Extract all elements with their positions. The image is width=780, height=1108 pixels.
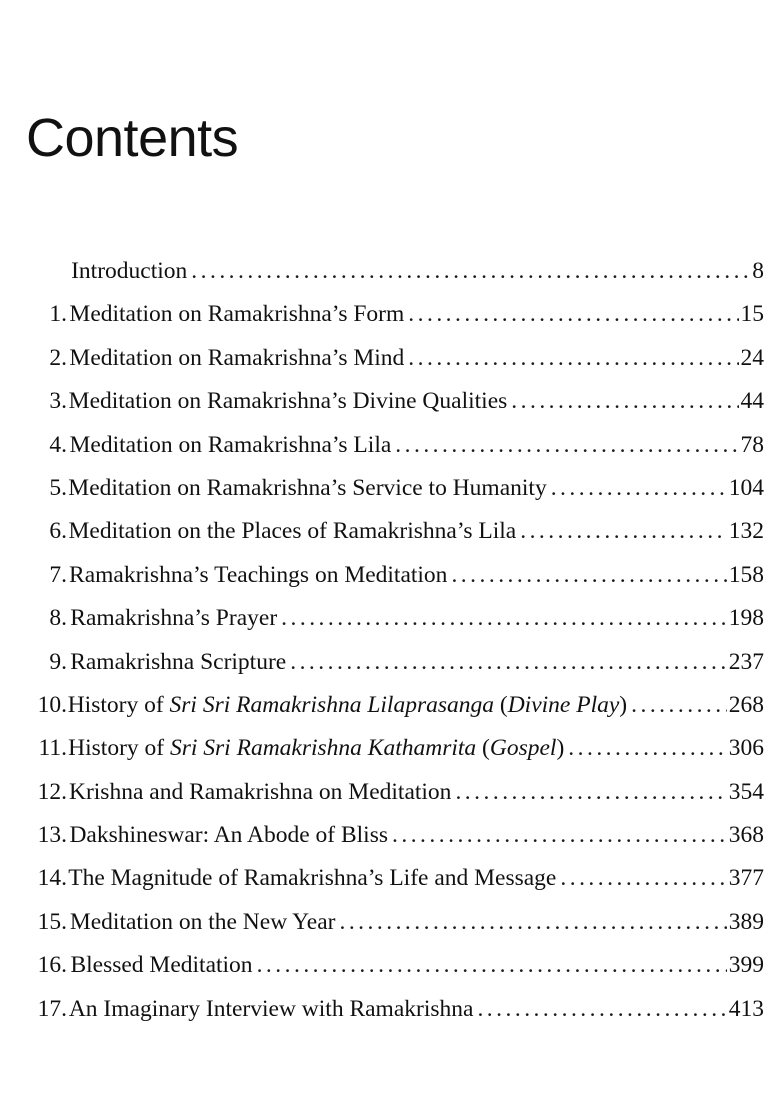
toc-entry-title xyxy=(69,293,404,336)
toc-entry-title-italic: Sri Sri Ramakrishna Lilaprasanga xyxy=(169,691,494,718)
toc-entry xyxy=(20,380,764,423)
toc-entry xyxy=(20,944,764,987)
toc-entry-number: 5. xyxy=(49,474,67,501)
toc-entry-title-part: Meditation on Ramakrishna’s Mind xyxy=(69,344,405,371)
toc-entry-title-italic: Gospel xyxy=(489,735,557,762)
toc-dot-leader xyxy=(408,337,738,380)
toc-entry-title-part: ( xyxy=(476,735,490,762)
toc-entry-title-part: Meditation on Ramakrishna’s Service to Humanity xyxy=(68,474,547,501)
toc-entry-page-number: 44 xyxy=(740,388,764,415)
toc-entry-title-part: The Magnitude of Ramakrishna’s Life and Message xyxy=(68,865,557,892)
toc-entry-number: 14. xyxy=(37,865,67,892)
toc-entry-page-number: 368 xyxy=(728,822,764,849)
toc-entry xyxy=(20,857,764,900)
toc-entry-number: 9. xyxy=(49,648,67,675)
toc-entry-number: 10. xyxy=(37,691,67,718)
toc-entry-title-italic: Sri Sri Ramakrishna Kathamrita xyxy=(169,735,477,762)
toc-entry-page-number: 237 xyxy=(728,648,764,675)
toc-entry xyxy=(20,510,764,553)
toc-entry-title-part: Ramakrishna Scripture xyxy=(70,648,287,675)
toc-entry-title xyxy=(70,597,277,640)
toc-entry xyxy=(20,467,764,510)
toc-entry-title xyxy=(69,337,404,380)
toc-entry-page-number: 389 xyxy=(728,908,764,935)
toc-entry-title-part: Introduction xyxy=(71,258,188,284)
toc-entry xyxy=(20,684,764,727)
toc-entry-page-number: 377 xyxy=(728,865,764,892)
toc-dot-leader xyxy=(520,510,727,553)
toc-entry xyxy=(20,293,764,336)
toc-entry-title xyxy=(69,554,447,597)
toc-entry-number: 17. xyxy=(37,995,67,1022)
toc-entry xyxy=(20,727,764,770)
toc-dot-leader xyxy=(392,814,727,857)
toc-dot-leader xyxy=(290,641,727,684)
toc-entry-number: 1. xyxy=(49,301,67,328)
toc-dot-leader xyxy=(339,901,726,944)
toc-dot-leader xyxy=(408,293,738,336)
table-of-contents xyxy=(20,250,764,1031)
toc-entry-number: 11. xyxy=(38,735,67,762)
toc-entry-title xyxy=(68,727,564,770)
toc-entry-title-part: History of xyxy=(67,691,170,718)
toc-entry-title xyxy=(69,988,474,1031)
toc-entry xyxy=(20,597,764,640)
toc-entry-page-number: 15 xyxy=(740,301,764,328)
toc-entry-title-part: ( xyxy=(494,691,508,718)
toc-entry-title xyxy=(70,641,286,684)
toc-entry-title-part: An Imaginary Interview with Ramakrishna xyxy=(68,995,474,1022)
toc-dot-leader xyxy=(281,597,727,640)
toc-entry-title-part: Meditation on Ramakrishna’s Divine Qualities xyxy=(68,388,508,415)
toc-entry-title xyxy=(69,814,388,857)
toc-entry-title xyxy=(69,510,517,553)
toc-entry-title xyxy=(70,424,392,467)
toc-entry-page-number: 354 xyxy=(728,778,764,805)
toc-entry-page-number: 8 xyxy=(752,258,764,284)
toc-entry-title-part: ) xyxy=(619,691,628,718)
toc-entry-number: 16. xyxy=(37,952,67,979)
toc-entry-title-part: Meditation on Ramakrishna’s Form xyxy=(69,301,405,328)
toc-entry-title-part: Meditation on the Places of Ramakrishna’s Lila xyxy=(68,518,517,545)
toc-entry-page-number: 268 xyxy=(728,691,764,718)
toc-entry-page-number: 104 xyxy=(728,474,764,501)
toc-entry xyxy=(20,814,764,857)
toc-entry-title-part: ) xyxy=(556,735,565,762)
toc-entry-title-part: Ramakrishna’s Prayer xyxy=(70,605,278,632)
toc-entry-number: 2. xyxy=(49,344,67,371)
toc-dot-leader xyxy=(568,727,726,770)
toc-dot-leader xyxy=(455,771,726,814)
toc-entry-page-number: 24 xyxy=(740,344,764,371)
toc-entry xyxy=(20,337,764,380)
toc-entry xyxy=(20,771,764,814)
toc-dot-leader xyxy=(551,467,727,510)
toc-dot-leader xyxy=(477,988,726,1031)
toc-entry-title-part: Meditation on Ramakrishna’s Lila xyxy=(69,431,392,458)
toc-dot-leader xyxy=(511,380,738,423)
toc-entry-number: 7. xyxy=(49,561,67,588)
toc-dot-leader xyxy=(395,424,738,467)
toc-entry-page-number: 413 xyxy=(728,995,764,1022)
toc-entry-title xyxy=(68,684,627,727)
toc-entry-title-part: Krishna and Ramakrishna on Meditation xyxy=(68,778,452,805)
toc-entry-page-number: 306 xyxy=(728,735,764,762)
toc-entry xyxy=(20,988,764,1031)
toc-entry-title xyxy=(71,250,187,293)
toc-entry-page-number: 198 xyxy=(728,605,764,632)
page-title: Contents xyxy=(26,108,239,168)
toc-entry-title-part: Meditation on the New Year xyxy=(69,908,336,935)
toc-entry-title xyxy=(69,771,451,814)
toc-entry-page-number: 158 xyxy=(728,561,764,588)
toc-entry-number: 12. xyxy=(37,778,67,805)
toc-entry-number: 13. xyxy=(37,822,67,849)
toc-dot-leader xyxy=(451,554,726,597)
toc-entry-title xyxy=(70,901,336,944)
toc-entry-title-part: Blessed Meditation xyxy=(70,952,253,979)
toc-entry-title-italic: Divine Play xyxy=(507,691,620,718)
toc-entry-title xyxy=(69,380,508,423)
toc-entry xyxy=(20,250,764,293)
toc-entry-title xyxy=(68,467,546,510)
toc-entry-number: 6. xyxy=(49,518,67,545)
toc-dot-leader xyxy=(631,684,727,727)
toc-entry-title-part: History of xyxy=(68,735,170,762)
toc-entry xyxy=(20,641,764,684)
toc-entry-number: 15. xyxy=(37,908,67,935)
toc-dot-leader xyxy=(257,944,727,987)
toc-entry-page-number: 78 xyxy=(740,431,764,458)
toc-dot-leader xyxy=(560,857,726,900)
toc-entry-number: 3. xyxy=(49,388,67,415)
toc-entry xyxy=(20,424,764,467)
toc-entry-title-part: Ramakrishna’s Teachings on Meditation xyxy=(69,561,448,588)
toc-entry-title xyxy=(68,857,556,900)
toc-entry xyxy=(20,554,764,597)
toc-dot-leader xyxy=(191,250,750,293)
toc-entry-page-number: 132 xyxy=(728,518,764,545)
toc-entry-number: 8. xyxy=(49,605,67,632)
toc-entry xyxy=(20,901,764,944)
toc-entry-page-number: 399 xyxy=(728,952,764,979)
toc-entry-title-part: Dakshineswar: An Abode of Bliss xyxy=(69,822,388,849)
toc-entry-title xyxy=(70,944,252,987)
toc-entry-number: 4. xyxy=(49,431,67,458)
